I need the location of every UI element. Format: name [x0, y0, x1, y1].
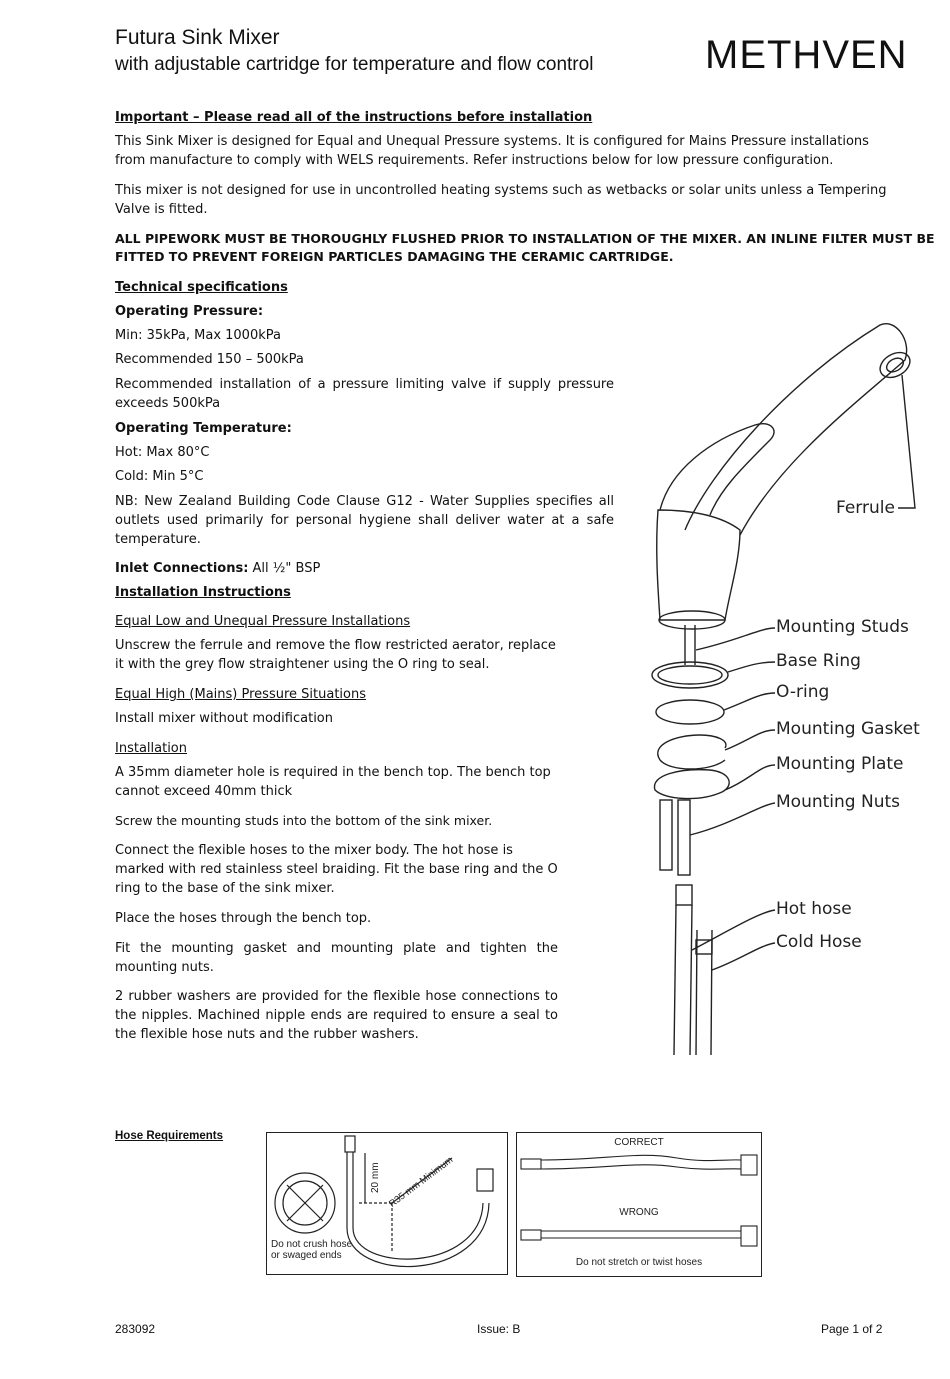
correct-hose-upper: [541, 1155, 741, 1160]
brand-text: METHVEN: [705, 34, 908, 74]
gasket-leader: [725, 730, 775, 750]
installation-step-3: Connect the flexible hoses to the mixer body. The hot hose is marked with red stainless steel braiding. Fit the base ring and the O ring to the base of the sink mixer.: [115, 843, 558, 896]
installation-step-5: Fit the mounting gasket and mounting plate and tighten the mounting nuts.: [115, 941, 558, 975]
installation-step-1: A 35mm diameter hole is required in the bench top. The bench top cannot exceed 40mm thick: [115, 765, 551, 799]
label-mounting-nuts: Mounting Nuts: [776, 792, 900, 812]
intro-line-1: This Sink Mixer is designed for Equal and Unequal Pressure systems. It is configured for Mains Pressure installations: [115, 134, 869, 149]
warning-line-2: FITTED TO PREVENT FOREIGN PARTICLES DAMAGING THE CERAMIC CARTRIDGE.: [115, 249, 674, 264]
label-mounting-gasket: Mounting Gasket: [776, 719, 920, 739]
dim-20mm: 20 mm: [370, 1162, 381, 1193]
nz-code-note: NB: New Zealand Building Code Clause G12 - Water Supplies specifies all outlets used primarily for personal hygiene shall deliver water at a safe temperature.: [115, 494, 614, 547]
specs-heading: Technical specifications: [115, 280, 288, 295]
hose-stretch-diagram: [517, 1133, 761, 1273]
hot-hose-leader: [692, 910, 775, 950]
warning-line-1: ALL PIPEWORK MUST BE THOROUGHLY FLUSHED PRIOR TO INSTALLATION OF THE MIXER. AN INLINE FILTER MUST BE: [115, 231, 935, 246]
wrong-hose-nut: [741, 1226, 757, 1246]
ferrule-outline: [876, 347, 915, 382]
temp-cold: Cold: Min 5°C: [115, 469, 204, 484]
installation-heading: Installation: [115, 741, 188, 756]
o-ring-shape: [656, 700, 724, 724]
nuts-leader: [690, 803, 775, 835]
document-title: Futura Sink Mixer: [115, 26, 280, 49]
equal-high-heading: Equal High (Mains) Pressure Situations: [115, 687, 366, 702]
label-mounting-studs: Mounting Studs: [776, 617, 909, 637]
hose-stretch-box: [516, 1132, 762, 1277]
wrong-hose-left-fitting: [521, 1230, 541, 1240]
equal-low-heading: Equal Low and Unequal Pressure Installations: [115, 614, 411, 629]
hose-end-fitting: [345, 1136, 355, 1152]
handle-outline: [660, 424, 774, 515]
label-o-ring: O-ring: [776, 682, 830, 702]
base-ring-leader: [728, 662, 775, 672]
important-heading: Important – Please read all of the instructions before installation: [115, 110, 593, 125]
wrong-label: WRONG: [619, 1207, 659, 1218]
correct-hose-nut: [741, 1155, 757, 1175]
stretch-note: Do not stretch or twist hoses: [575, 1257, 703, 1268]
crush-note: Do not crush hose or swaged ends: [271, 1239, 353, 1261]
label-ferrule: Ferrule: [836, 498, 895, 518]
document-subtitle: with adjustable cartridge for temperature and flow control: [115, 54, 594, 75]
brand-logo: [705, 34, 910, 79]
equal-high-text: Install mixer without modification: [115, 711, 333, 726]
studs-leader: [696, 628, 775, 650]
mounting-nut-left: [660, 800, 672, 870]
o-ring-leader: [724, 693, 775, 710]
mounting-gasket-shape: [658, 735, 726, 760]
installation-step-6: 2 rubber washers are provided for the flexible hose connections to the nipples. Machined nipple ends are required to ensure a seal to the flexible hose nuts and the rubber washers.: [115, 989, 558, 1042]
inlet-connections: [115, 559, 320, 578]
inlet-value: All ½" BSP: [248, 561, 321, 576]
mixer-body-outline: [657, 510, 740, 620]
hose-nut-fitting: [477, 1169, 493, 1191]
operating-pressure-heading: Operating Pressure:: [115, 304, 264, 319]
plate-leader: [725, 765, 775, 790]
mounting-plate-shape: [654, 770, 729, 799]
correct-hose-left-fitting: [521, 1159, 541, 1169]
dim-r35: R35 mm Minimum: [387, 1154, 456, 1210]
correct-label: CORRECT: [614, 1137, 664, 1148]
inlet-label: Inlet Connections:: [115, 561, 249, 576]
installation-step-4: Place the hoses through the bench top.: [115, 911, 372, 926]
installation-instructions-heading: Installation Instructions: [115, 585, 291, 600]
pressure-recommended: Recommended 150 – 500kPa: [115, 352, 304, 367]
pressure-valve-note: Recommended installation of a pressure limiting valve if supply pressure exceeds 500kPa: [115, 377, 614, 411]
pressure-min-max: Min: 35kPa, Max 1000kPa: [115, 328, 281, 343]
hose-fitting-top: [676, 885, 692, 905]
footer-page: Page 1 of 2: [821, 1322, 883, 1336]
ferrule-leader: [898, 375, 915, 508]
hose-requirements-heading: Hose Requirements: [115, 1130, 224, 1142]
footer-issue: Issue: B: [477, 1322, 521, 1336]
correct-hose-lower: [541, 1165, 741, 1169]
label-base-ring: Base Ring: [776, 651, 861, 671]
equal-low-text: Unscrew the ferrule and remove the flow restricted aerator, replace it with the grey flow straightener using the O ring to seal.: [115, 638, 556, 672]
cold-hose-leader: [712, 943, 775, 970]
tempering-line-2: Valve is fitted.: [115, 202, 208, 217]
label-hot-hose: Hot hose: [776, 899, 852, 919]
hose-bend-box: [266, 1132, 508, 1275]
intro-line-2: from manufacture to comply with WELS requirements. Refer instructions below for low pressure configuration.: [115, 153, 834, 168]
operating-temperature-heading: Operating Temperature:: [115, 421, 292, 436]
tempering-line-1: This mixer is not designed for use in uncontrolled heating systems such as wetbacks or solar units unless a Tempering: [115, 183, 887, 198]
footer-code: 283092: [115, 1322, 156, 1336]
temp-hot: Hot: Max 80°C: [115, 445, 210, 460]
label-mounting-plate: Mounting Plate: [776, 754, 904, 774]
label-cold-hose: Cold Hose: [776, 932, 862, 952]
mounting-nut-right: [678, 800, 690, 875]
installation-step-2: Screw the mounting studs into the bottom of the sink mixer.: [115, 813, 493, 828]
